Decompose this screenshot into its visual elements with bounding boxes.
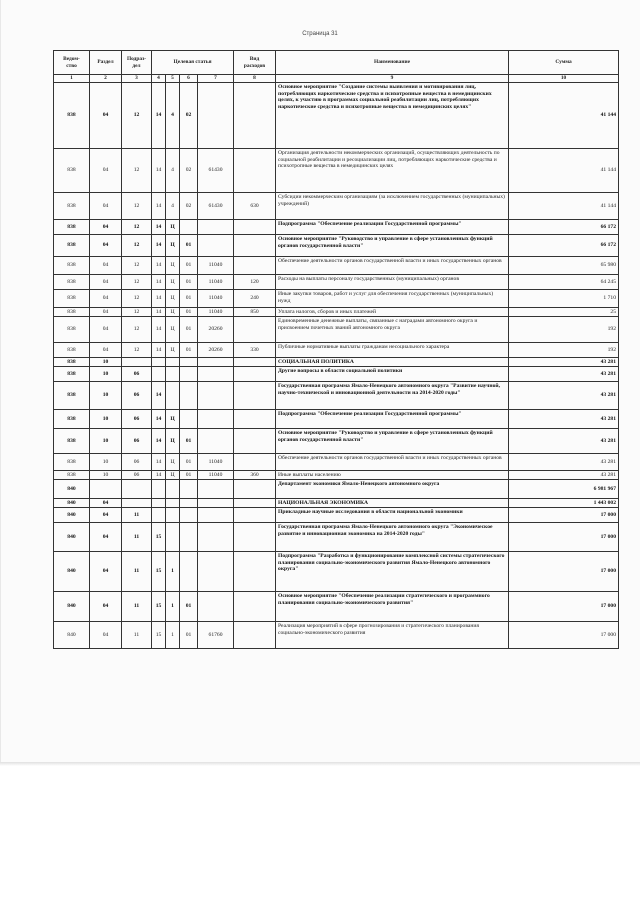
subprogram-cell: Ц bbox=[166, 343, 180, 358]
sum-cell: 192 bbox=[509, 317, 619, 343]
table-row bbox=[54, 523, 619, 552]
program-cell: 14 bbox=[152, 343, 166, 358]
program-cell: 15 bbox=[152, 523, 166, 552]
expense-type-cell: 850 bbox=[234, 308, 276, 317]
event-cell bbox=[180, 220, 198, 235]
table-row bbox=[54, 235, 619, 257]
table-row bbox=[54, 454, 619, 471]
podrazdel-cell: 12 bbox=[122, 257, 152, 275]
program-cell: 14 bbox=[152, 454, 166, 471]
sum-cell: 41 144 bbox=[509, 83, 619, 149]
table-row bbox=[54, 429, 619, 454]
table-row bbox=[54, 622, 619, 649]
sum-cell: 43 281 bbox=[509, 471, 619, 480]
name-cell: Иные закупки товаров, работ и услуг для обеспечения государственных (муниципальных) нужд bbox=[276, 290, 509, 308]
podrazdel-cell: 12 bbox=[122, 308, 152, 317]
table-row bbox=[54, 83, 619, 149]
subprogram-cell: Ц bbox=[166, 275, 180, 290]
event-cell: 01 bbox=[180, 317, 198, 343]
direction-cell bbox=[198, 429, 234, 454]
sum-cell: 17 000 bbox=[509, 552, 619, 592]
event-cell: 02 bbox=[180, 83, 198, 149]
ved-cell: 838 bbox=[54, 193, 90, 220]
direction-cell bbox=[198, 358, 234, 367]
podrazdel-cell: 06 bbox=[122, 471, 152, 480]
name-cell: Иные выплаты населению bbox=[276, 471, 509, 480]
subprogram-cell bbox=[166, 508, 180, 523]
event-cell bbox=[180, 508, 198, 523]
sum-cell: 43 281 bbox=[509, 454, 619, 471]
direction-cell: 61430 bbox=[198, 193, 234, 220]
podrazdel-cell: 06 bbox=[122, 429, 152, 454]
direction-cell bbox=[198, 235, 234, 257]
name-cell: Реализация мероприятий в сфере прогнозирования и стратегического планирования социально-экономического развития bbox=[276, 622, 509, 649]
header-target: Целевая статья bbox=[152, 51, 234, 75]
name-cell: Публичные нормативные выплаты гражданам несоциального характера bbox=[276, 343, 509, 358]
direction-cell bbox=[198, 382, 234, 410]
podrazdel-cell: 12 bbox=[122, 83, 152, 149]
name-cell: Подпрограмма "Обеспечение реализации Государственной программы" bbox=[276, 220, 509, 235]
podrazdel-cell: 06 bbox=[122, 454, 152, 471]
program-cell: 14 bbox=[152, 429, 166, 454]
razdel-cell: 04 bbox=[90, 523, 122, 552]
event-cell: 01 bbox=[180, 592, 198, 622]
event-cell bbox=[180, 480, 198, 499]
sum-cell: 43 281 bbox=[509, 429, 619, 454]
event-cell: 01 bbox=[180, 471, 198, 480]
event-cell bbox=[180, 552, 198, 592]
table-row bbox=[54, 317, 619, 343]
expense-type-cell bbox=[234, 149, 276, 193]
direction-cell bbox=[198, 410, 234, 429]
ved-cell: 838 bbox=[54, 308, 90, 317]
expense-type-cell bbox=[234, 454, 276, 471]
razdel-cell: 10 bbox=[90, 358, 122, 367]
ved-cell: 838 bbox=[54, 343, 90, 358]
table-row bbox=[54, 257, 619, 275]
name-cell: Обеспечение деятельности органов государственной власти и иных государственных органов bbox=[276, 257, 509, 275]
podrazdel-cell bbox=[122, 499, 152, 508]
ved-cell: 838 bbox=[54, 471, 90, 480]
name-cell: Государственная программа Ямало-Ненецкого автономного округа "Развитие научной, научно-технической и инновационной деятельности на 2014-2020 годы" bbox=[276, 382, 509, 410]
colnum-2: 2 bbox=[90, 75, 122, 83]
expense-type-cell bbox=[234, 358, 276, 367]
expense-type-cell bbox=[234, 83, 276, 149]
direction-cell bbox=[198, 508, 234, 523]
name-cell: Основное мероприятие "Руководство и управление в сфере установленных функций органов государственной власти" bbox=[276, 429, 509, 454]
event-cell bbox=[180, 358, 198, 367]
razdel-cell: 10 bbox=[90, 454, 122, 471]
header-ved: Ведом- ство bbox=[54, 51, 90, 75]
name-cell: Подпрограмма "Разработка и функционирование комплексной системы стратегического планирования социально-экономического развития Ямало-Ненецкого автономного округа" bbox=[276, 552, 509, 592]
program-cell bbox=[152, 480, 166, 499]
program-cell: 14 bbox=[152, 235, 166, 257]
ved-cell: 838 bbox=[54, 275, 90, 290]
expense-type-cell bbox=[234, 257, 276, 275]
expense-type-cell bbox=[234, 220, 276, 235]
header-podrazdel: Подраз- дел bbox=[122, 51, 152, 75]
podrazdel-cell: 12 bbox=[122, 193, 152, 220]
page-shadow bbox=[0, 762, 640, 766]
ved-cell: 840 bbox=[54, 523, 90, 552]
table-row bbox=[54, 592, 619, 622]
name-cell: Расходы на выплаты персоналу государственных (муниципальных) органов bbox=[276, 275, 509, 290]
table-row bbox=[54, 367, 619, 382]
direction-cell bbox=[198, 367, 234, 382]
sum-cell: 17 000 bbox=[509, 508, 619, 523]
subprogram-cell: Ц bbox=[166, 235, 180, 257]
table-row bbox=[54, 508, 619, 523]
podrazdel-cell: 12 bbox=[122, 317, 152, 343]
direction-cell: 61760 bbox=[198, 622, 234, 649]
sum-cell: 41 144 bbox=[509, 149, 619, 193]
ved-cell: 838 bbox=[54, 235, 90, 257]
table-row bbox=[54, 193, 619, 220]
razdel-cell: 04 bbox=[90, 257, 122, 275]
sum-cell: 43 281 bbox=[509, 382, 619, 410]
program-cell: 14 bbox=[152, 471, 166, 480]
table-row bbox=[54, 343, 619, 358]
direction-cell: 20260 bbox=[198, 317, 234, 343]
colnum-4: 4 bbox=[152, 75, 166, 83]
podrazdel-cell: 12 bbox=[122, 343, 152, 358]
header-sum: Сумма bbox=[509, 51, 619, 75]
program-cell: 14 bbox=[152, 317, 166, 343]
event-cell bbox=[180, 367, 198, 382]
ved-cell: 838 bbox=[54, 382, 90, 410]
colnum-5: 5 bbox=[166, 75, 180, 83]
ved-cell: 838 bbox=[54, 367, 90, 382]
column-numbers-row bbox=[54, 75, 619, 83]
program-cell bbox=[152, 367, 166, 382]
name-cell: Обеспечение деятельности органов государственной власти и иных государственных органов bbox=[276, 454, 509, 471]
expense-type-cell bbox=[234, 317, 276, 343]
name-cell: Подпрограмма "Обеспечение реализации Государственной программы" bbox=[276, 410, 509, 429]
expense-type-cell bbox=[234, 499, 276, 508]
sum-cell: 66 172 bbox=[509, 220, 619, 235]
ved-cell: 838 bbox=[54, 257, 90, 275]
event-cell: 01 bbox=[180, 454, 198, 471]
subprogram-cell bbox=[166, 499, 180, 508]
sum-cell: 192 bbox=[509, 343, 619, 358]
ved-cell: 838 bbox=[54, 290, 90, 308]
program-cell: 14 bbox=[152, 220, 166, 235]
expense-type-cell bbox=[234, 480, 276, 499]
event-cell: 02 bbox=[180, 193, 198, 220]
event-cell bbox=[180, 382, 198, 410]
event-cell: 01 bbox=[180, 308, 198, 317]
program-cell: 14 bbox=[152, 275, 166, 290]
table-row bbox=[54, 552, 619, 592]
direction-cell bbox=[198, 480, 234, 499]
direction-cell: 61430 bbox=[198, 149, 234, 193]
razdel-cell: 04 bbox=[90, 220, 122, 235]
program-cell: 14 bbox=[152, 149, 166, 193]
expense-type-cell bbox=[234, 235, 276, 257]
podrazdel-cell: 12 bbox=[122, 149, 152, 193]
direction-cell bbox=[198, 552, 234, 592]
subprogram-cell: 4 bbox=[166, 193, 180, 220]
razdel-cell: 04 bbox=[90, 508, 122, 523]
program-cell bbox=[152, 508, 166, 523]
direction-cell bbox=[198, 220, 234, 235]
colnum-8: 8 bbox=[234, 75, 276, 83]
subprogram-cell: 1 bbox=[166, 552, 180, 592]
razdel-cell: 04 bbox=[90, 275, 122, 290]
razdel-cell: 04 bbox=[90, 235, 122, 257]
expense-type-cell bbox=[234, 367, 276, 382]
table-row bbox=[54, 358, 619, 367]
name-cell: Другие вопросы в области социальной политики bbox=[276, 367, 509, 382]
razdel-cell: 04 bbox=[90, 622, 122, 649]
podrazdel-cell: 06 bbox=[122, 382, 152, 410]
razdel-cell: 10 bbox=[90, 471, 122, 480]
razdel-cell: 04 bbox=[90, 499, 122, 508]
ved-cell: 840 bbox=[54, 592, 90, 622]
name-cell: Уплата налогов, сборов и иных платежей bbox=[276, 308, 509, 317]
podrazdel-cell: 11 bbox=[122, 592, 152, 622]
name-cell: Организация деятельности некоммерческих организаций, осуществляющих деятельность по социальной реабилитации и ресоциализации лиц, потребляющих наркотические средства и психотропные вещества в немедицинских целях bbox=[276, 149, 509, 193]
expense-type-cell: 240 bbox=[234, 290, 276, 308]
table-row bbox=[54, 308, 619, 317]
razdel-cell: 10 bbox=[90, 382, 122, 410]
direction-cell bbox=[198, 523, 234, 552]
expense-type-cell bbox=[234, 622, 276, 649]
event-cell: 01 bbox=[180, 622, 198, 649]
ved-cell: 838 bbox=[54, 83, 90, 149]
sum-cell: 1 710 bbox=[509, 290, 619, 308]
ved-cell: 840 bbox=[54, 499, 90, 508]
expense-type-cell bbox=[234, 382, 276, 410]
direction-cell bbox=[198, 592, 234, 622]
expense-type-cell bbox=[234, 410, 276, 429]
sum-cell: 25 bbox=[509, 308, 619, 317]
podrazdel-cell bbox=[122, 358, 152, 367]
sum-cell: 17 000 bbox=[509, 523, 619, 552]
ved-cell: 840 bbox=[54, 552, 90, 592]
expense-type-cell bbox=[234, 552, 276, 592]
colnum-10: 10 bbox=[509, 75, 619, 83]
program-cell: 14 bbox=[152, 308, 166, 317]
expense-type-cell: 630 bbox=[234, 193, 276, 220]
table-row bbox=[54, 410, 619, 429]
razdel-cell: 10 bbox=[90, 367, 122, 382]
ved-cell: 838 bbox=[54, 317, 90, 343]
table-row bbox=[54, 149, 619, 193]
podrazdel-cell: 12 bbox=[122, 235, 152, 257]
event-cell: 01 bbox=[180, 429, 198, 454]
event-cell bbox=[180, 410, 198, 429]
table-header-row bbox=[54, 51, 619, 75]
razdel-cell: 04 bbox=[90, 317, 122, 343]
subprogram-cell: Ц bbox=[166, 220, 180, 235]
subprogram-cell: 1 bbox=[166, 622, 180, 649]
program-cell: 14 bbox=[152, 83, 166, 149]
table-row bbox=[54, 275, 619, 290]
event-cell: 01 bbox=[180, 290, 198, 308]
program-cell: 14 bbox=[152, 382, 166, 410]
razdel-cell: 04 bbox=[90, 290, 122, 308]
direction-cell: 11040 bbox=[198, 454, 234, 471]
ved-cell: 840 bbox=[54, 508, 90, 523]
direction-cell: 20260 bbox=[198, 343, 234, 358]
ved-cell: 838 bbox=[54, 410, 90, 429]
sum-cell: 17 000 bbox=[509, 622, 619, 649]
ved-cell: 838 bbox=[54, 429, 90, 454]
subprogram-cell: Ц bbox=[166, 410, 180, 429]
subprogram-cell: Ц bbox=[166, 454, 180, 471]
program-cell: 15 bbox=[152, 552, 166, 592]
podrazdel-cell: 12 bbox=[122, 290, 152, 308]
colnum-1: 1 bbox=[54, 75, 90, 83]
expense-type-cell: 120 bbox=[234, 275, 276, 290]
program-cell: 15 bbox=[152, 592, 166, 622]
event-cell: 02 bbox=[180, 149, 198, 193]
razdel-cell: 04 bbox=[90, 343, 122, 358]
colnum-9: 9 bbox=[276, 75, 509, 83]
subprogram-cell bbox=[166, 480, 180, 499]
event-cell: 01 bbox=[180, 257, 198, 275]
header-vid: Вид расходов bbox=[234, 51, 276, 75]
subprogram-cell: Ц bbox=[166, 308, 180, 317]
razdel-cell: 04 bbox=[90, 592, 122, 622]
expense-type-cell bbox=[234, 429, 276, 454]
table-row bbox=[54, 220, 619, 235]
razdel-cell: 10 bbox=[90, 429, 122, 454]
subprogram-cell: Ц bbox=[166, 290, 180, 308]
name-cell: Департамент экономики Ямало-Ненецкого автономного округа bbox=[276, 480, 509, 499]
subprogram-cell: Ц bbox=[166, 471, 180, 480]
direction-cell: 11040 bbox=[198, 290, 234, 308]
sum-cell: 43 281 bbox=[509, 367, 619, 382]
program-cell bbox=[152, 499, 166, 508]
colnum-6: 6 bbox=[180, 75, 198, 83]
name-cell: НАЦИОНАЛЬНАЯ ЭКОНОМИКА bbox=[276, 499, 509, 508]
colnum-7: 7 bbox=[198, 75, 234, 83]
subprogram-cell bbox=[166, 382, 180, 410]
ved-cell: 838 bbox=[54, 149, 90, 193]
razdel-cell bbox=[90, 480, 122, 499]
event-cell: 01 bbox=[180, 275, 198, 290]
table-row bbox=[54, 480, 619, 499]
podrazdel-cell: 12 bbox=[122, 220, 152, 235]
table-row bbox=[54, 471, 619, 480]
podrazdel-cell bbox=[122, 480, 152, 499]
budget-table bbox=[53, 50, 619, 649]
header-razdel: Раздел bbox=[90, 51, 122, 75]
name-cell: Основное мероприятие "Обеспечение реализации стратегического и программного планирования социально-экономического развития" bbox=[276, 592, 509, 622]
table-row bbox=[54, 290, 619, 308]
sum-cell: 1 443 002 bbox=[509, 499, 619, 508]
event-cell: 01 bbox=[180, 235, 198, 257]
header-name: Наименование bbox=[276, 51, 509, 75]
sum-cell: 17 000 bbox=[509, 592, 619, 622]
direction-cell bbox=[198, 83, 234, 149]
ved-cell: 838 bbox=[54, 454, 90, 471]
direction-cell: 11040 bbox=[198, 308, 234, 317]
sum-cell: 6 981 967 bbox=[509, 480, 619, 499]
direction-cell: 11040 bbox=[198, 471, 234, 480]
razdel-cell: 04 bbox=[90, 552, 122, 592]
subprogram-cell bbox=[166, 523, 180, 552]
podrazdel-cell: 06 bbox=[122, 410, 152, 429]
subprogram-cell: 1 bbox=[166, 592, 180, 622]
name-cell: СОЦИАЛЬНАЯ ПОЛИТИКА bbox=[276, 358, 509, 367]
ved-cell: 838 bbox=[54, 220, 90, 235]
expense-type-cell: 330 bbox=[234, 343, 276, 358]
razdel-cell: 04 bbox=[90, 149, 122, 193]
expense-type-cell bbox=[234, 508, 276, 523]
colnum-3: 3 bbox=[122, 75, 152, 83]
subprogram-cell: Ц bbox=[166, 429, 180, 454]
subprogram-cell bbox=[166, 367, 180, 382]
podrazdel-cell: 06 bbox=[122, 367, 152, 382]
program-cell: 14 bbox=[152, 410, 166, 429]
direction-cell: 11040 bbox=[198, 275, 234, 290]
name-cell: Субсидии некоммерческим организациям (за исключением государственных (муниципальных) учреждений) bbox=[276, 193, 509, 220]
ved-cell: 838 bbox=[54, 358, 90, 367]
podrazdel-cell: 12 bbox=[122, 275, 152, 290]
sum-cell: 64 245 bbox=[509, 275, 619, 290]
name-cell: Прикладные научные исследования в области национальной экономики bbox=[276, 508, 509, 523]
subprogram-cell: 4 bbox=[166, 149, 180, 193]
sum-cell: 43 281 bbox=[509, 410, 619, 429]
expense-type-cell bbox=[234, 523, 276, 552]
direction-cell bbox=[198, 499, 234, 508]
subprogram-cell: Ц bbox=[166, 317, 180, 343]
table-row bbox=[54, 499, 619, 508]
podrazdel-cell: 11 bbox=[122, 622, 152, 649]
program-cell: 14 bbox=[152, 290, 166, 308]
sum-cell: 43 281 bbox=[509, 358, 619, 367]
event-cell bbox=[180, 499, 198, 508]
table-row bbox=[54, 382, 619, 410]
razdel-cell: 04 bbox=[90, 193, 122, 220]
expense-type-cell: 360 bbox=[234, 471, 276, 480]
page-label: Страница 31 bbox=[302, 31, 338, 37]
sum-cell: 66 172 bbox=[509, 235, 619, 257]
name-cell: Единовременные денежные выплаты, связанные с наградами автономного округа и присвоением почетных званий автономного округа bbox=[276, 317, 509, 343]
sum-cell: 65 980 bbox=[509, 257, 619, 275]
name-cell: Основное мероприятие "Руководство и управление в сфере установленных функций органов государственной власти" bbox=[276, 235, 509, 257]
podrazdel-cell: 11 bbox=[122, 508, 152, 523]
subprogram-cell: 4 bbox=[166, 83, 180, 149]
podrazdel-cell: 11 bbox=[122, 523, 152, 552]
subprogram-cell: Ц bbox=[166, 257, 180, 275]
event-cell: 01 bbox=[180, 343, 198, 358]
name-cell: Государственная программа Ямало-Ненецкого автономного округа "Экономическое развитие и инновационная экономика на 2014-2020 годы" bbox=[276, 523, 509, 552]
subprogram-cell bbox=[166, 358, 180, 367]
expense-type-cell bbox=[234, 592, 276, 622]
program-cell: 14 bbox=[152, 257, 166, 275]
program-cell: 15 bbox=[152, 622, 166, 649]
ved-cell: 840 bbox=[54, 622, 90, 649]
direction-cell: 11040 bbox=[198, 257, 234, 275]
razdel-cell: 04 bbox=[90, 83, 122, 149]
razdel-cell: 10 bbox=[90, 410, 122, 429]
event-cell bbox=[180, 523, 198, 552]
program-cell bbox=[152, 358, 166, 367]
name-cell: Основное мероприятие "Создание системы выявления и мотивирования лиц, потребляющих наркотические средства и психотропные вещества в немедицинских целях, к участию в программах социальной реабилитации лиц, потребляющих наркотические средства и психотропные вещества в немедицинских целях" bbox=[276, 83, 509, 149]
razdel-cell: 04 bbox=[90, 308, 122, 317]
podrazdel-cell: 11 bbox=[122, 552, 152, 592]
ved-cell: 840 bbox=[54, 480, 90, 499]
program-cell: 14 bbox=[152, 193, 166, 220]
sum-cell: 41 144 bbox=[509, 193, 619, 220]
